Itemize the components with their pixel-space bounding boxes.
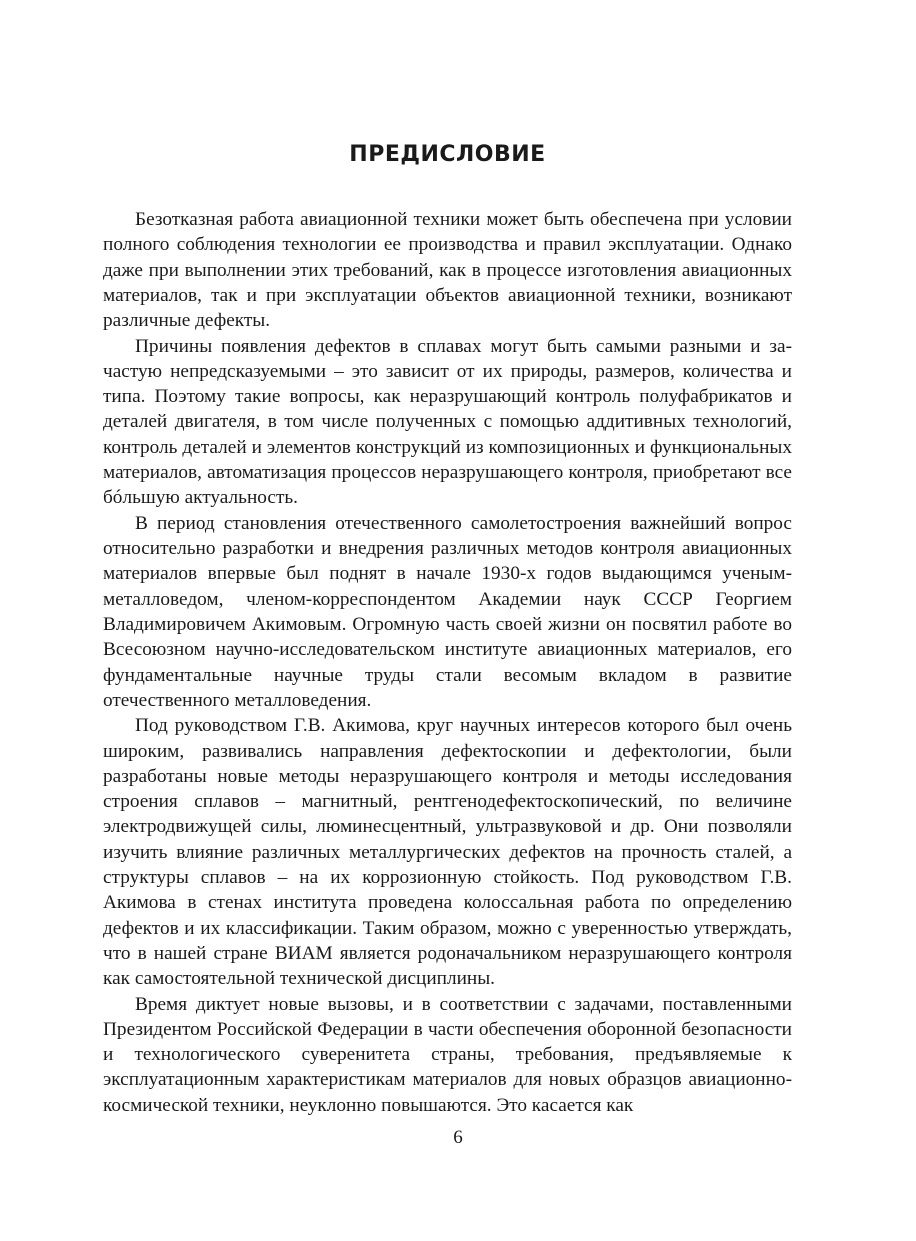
section-heading: ПРЕДИСЛОВИЕ [349, 142, 546, 167]
page-content [103, 138, 792, 1118]
body-text [103, 207, 792, 1118]
paragraph: Время диктует новые вызовы, и в соответствии с задачами, поставленными Президентом Российской Федерации в части обеспечения оборонной безопасности и технологического суверенитета страны, требования, предъявляемые к эксплуатационным характеристикам материалов для новых образцов авиационно-космической техники, неуклонно повышаются. Это касается как [103, 993, 792, 1116]
paragraph: Под руководством Г.В. Акимова, круг научных интересов которого был очень широким, развивались направления дефектоскопии и дефектологии, были разработаны новые методы неразрушающего контроля и методы исследования строения сплавов – магнитный, рентгенодефектоскопический, по величине электродвижущей силы, люминесцентный, ультразвуковой и др. Они позволяли изучить влияние различных металлургических дефектов на прочность сталей, а структуры сплавов – на их коррозионную стойкость. Под руководством Г.В. Акимова в стенах института проведена колоссальная работа по определению дефектов и их классификации. Таким образом, можно с уверенностью утверждать, что в нашей стране ВИАМ является родоначальником неразрушающего контроля как самостоятельной технической дисциплины. [103, 715, 792, 990]
paragraph: Причины появления дефектов в сплавах могут быть самыми разными и зачастую непредсказуемыми – это зависит от их природы, размеров, количества и типа. Поэтому такие вопросы, как неразрушающий контроль полуфабрикатов и деталей двигателя, в том числе полученных с помощью аддитивных технологий, контроль деталей и элементов конструкций из композиционных и функциональных материалов, автоматизация процессов неразрушающего контроля, приобретают все бóльшую актуальность. [103, 335, 792, 509]
paragraph: Безотказная работа авиационной техники может быть обеспечена при условии полного соблюдения технологии ее производства и правил эксплуатации. Однако даже при выполнении этих требований, как в процессе изготовления авиационных материалов, так и при эксплуатации объектов авиационной техники, возникают различные дефекты. [103, 209, 792, 332]
paragraph: В период становления отечественного самолетостроения важнейший вопрос относительно разработки и внедрения различных методов контроля авиационных материалов впервые был поднят в начале 1930-х годов выдающимся ученым-металловедом, членом-корреспондентом Академии наук СССР Георгием Владимировичем Акимовым. Огромную часть своей жизни он посвятил работе во Всесоюзном научно-исследовательском институте авиационных материалов, его фундаментальные научные труды стали весомым вкладом в развитие отечественного металловедения. [103, 512, 792, 711]
page-number: 6 [453, 1127, 463, 1148]
